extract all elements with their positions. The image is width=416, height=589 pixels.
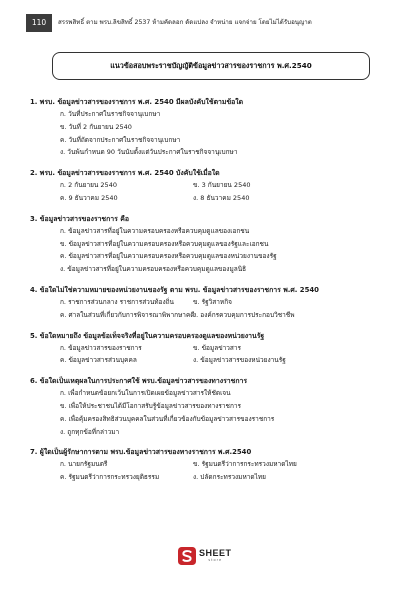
answer-option: ข. รัฐวิสาหกิจ xyxy=(193,297,232,306)
answer-option: ค. วันที่ถัดจากประกาศในราชกิจจานุเบกษา xyxy=(60,135,181,144)
answer-options xyxy=(30,108,390,159)
answer-option: ง. วันพ้นกำหนด 90 วันนับตั้งแต่วันประกาศในราชกิจจานุเบกษา xyxy=(60,148,238,157)
question-text: 1. พรบ. ข้อมูลข่าวสารของราชการ พ.ศ. 2540 มีผลบังคับใช้ตามข้อใด xyxy=(30,98,244,106)
answer-option: ก. เพื่อกำหนดข้อยกเว้นในการเปิดเผยข้อมูลข่าวสารให้ชัดเจน xyxy=(60,389,231,398)
question-text: 7. ผู้ใดเป็นผู้รักษาการตาม พรบ.ข้อมูลข่าวสารของทางราชการ พ.ศ.2540 xyxy=(30,448,252,457)
answer-option: ก. ราชการส่วนกลาง ราชการส่วนท้องถิ่น xyxy=(60,297,174,306)
page-header xyxy=(0,14,416,32)
answer-option: ข. 3 กันยายน 2540 xyxy=(193,181,251,190)
answer-option: ง. ข้อมูลข่าวสารที่อยู่ในความครอบครองหรือควบคุมดูแลของมูลนิธิ xyxy=(60,265,247,274)
answer-options xyxy=(30,225,390,276)
question-text: 2. พรบ. ข้อมูลข่าวสารของราชการ พ.ศ. 2540 บังคับใช้เมื่อใด xyxy=(30,169,220,178)
answer-option: ก. ข้อมูลข่าวสารที่อยู่ในความครอบครองหรือควบคุมดูแลของเอกชน xyxy=(60,226,250,235)
logo-subtext: store xyxy=(208,558,223,563)
question-6 xyxy=(30,376,390,438)
answer-option: ค. รัฐมนตรีว่าการกระทรวงยุติธรรม xyxy=(60,473,160,482)
question-4 xyxy=(30,285,390,322)
question-1 xyxy=(30,97,390,159)
answer-option: ง. 8 ธันวาคม 2540 xyxy=(193,193,250,202)
answer-option: ข. เพื่อให้ประชาชนได้มีโอกาสรับรู้ข้อมูลข่าวสารของทางราชการ xyxy=(60,401,242,410)
answer-option: ง. ปลัดกระทรวงมหาดไทย xyxy=(193,473,266,482)
question-text: 6. ข้อใดเป็นเหตุผลในการประกาศใช้ พรบ.ข้อมูลข่าวสารของทางราชการ xyxy=(30,377,248,386)
answer-option: ค. เพื่อคุ้มครองสิทธิส่วนบุคคลในส่วนที่เกี่ยวข้องกับข้อมูลข่าวสารของราชการ xyxy=(60,414,275,423)
answer-option: ข. ข้อมูลข่าวสารที่อยู่ในความครอบครองหรือควบคุมดูแลของรัฐและเอกชน xyxy=(60,239,269,248)
answer-options xyxy=(30,458,390,484)
answer-option: ค. 9 ธันวาคม 2540 xyxy=(60,193,118,202)
answer-option: ก. 2 กันยายน 2540 xyxy=(60,181,117,190)
answer-option: ง. ถูกทุกข้อที่กล่าวมา xyxy=(60,427,120,436)
question-text: 5. ข้อใดหมายถึง ข้อมูลข้อเท็จจริงที่อยู่ในความครอบครองดูแลของหน่วยงานรัฐ xyxy=(30,331,265,340)
question-2 xyxy=(30,168,390,205)
question-3 xyxy=(30,214,390,276)
answer-options xyxy=(30,387,390,438)
page-number: 110 xyxy=(26,14,52,32)
sheet-store-logo xyxy=(178,545,232,567)
sheet-logo-icon xyxy=(178,547,196,565)
answer-option: ก. นายกรัฐมนตรี xyxy=(60,460,108,469)
section-title: แนวข้อสอบพระราชบัญญัติข้อมูลข่าวสารของราชการ พ.ศ.2540 xyxy=(52,52,370,80)
answer-option: ค. ศาลในส่วนที่เกี่ยวกับการพิจารณาพิพากษาคดี xyxy=(60,310,195,319)
answer-options xyxy=(30,342,390,368)
question-text: 3. ข้อมูลข่าวสารของราชการ คือ xyxy=(30,214,129,223)
answer-option: ข. รัฐมนตรีว่าการกระทรวงมหาดไทย xyxy=(193,460,297,469)
question-list xyxy=(30,97,390,493)
answer-option: ค. ข้อมูลข่าวสารที่อยู่ในความครอบครองหรือควบคุมดูแลของหน่วยงานของรัฐ xyxy=(60,252,277,261)
answer-option: ข. ข้อมูลข่าวสาร xyxy=(193,343,242,352)
answer-options xyxy=(30,296,390,322)
answer-options xyxy=(30,179,390,205)
question-7 xyxy=(30,447,390,484)
answer-option: ก. วันที่ประกาศในราชกิจจานุเบกษา xyxy=(60,110,161,118)
answer-option: ข. วันที่ 2 กันยายน 2540 xyxy=(60,122,132,131)
question-text: 4. ข้อใดไม่ใช่ความหมายของหน่วยงานของรัฐ ตาม พรบ. ข้อมูลข่าวสารของราชการ พ.ศ. 2540 xyxy=(30,285,319,294)
question-5 xyxy=(30,331,390,368)
answer-option: ง. ข้อมูลข่าวสารของหน่วยงานรัฐ xyxy=(193,356,286,365)
copyright-notice: สรรพสิทธิ์ ตาม พรบ.ลิขสิทธิ์ 2537 ห้ามคัดลอก ดัดแปลง จำหน่าย แจกจ่าย โดยไม่ได้รับอนุญาต xyxy=(58,19,312,26)
answer-option: ก. ข้อมูลข่าวสารของราชการ xyxy=(60,343,142,352)
answer-option: ง. องค์กรควบคุมการประกอบวิชาชีพ xyxy=(193,310,295,319)
logo-wordmark: SHEET xyxy=(199,548,232,559)
answer-option: ค. ข้อมูลข่าวสารส่วนบุคคล xyxy=(60,356,137,365)
